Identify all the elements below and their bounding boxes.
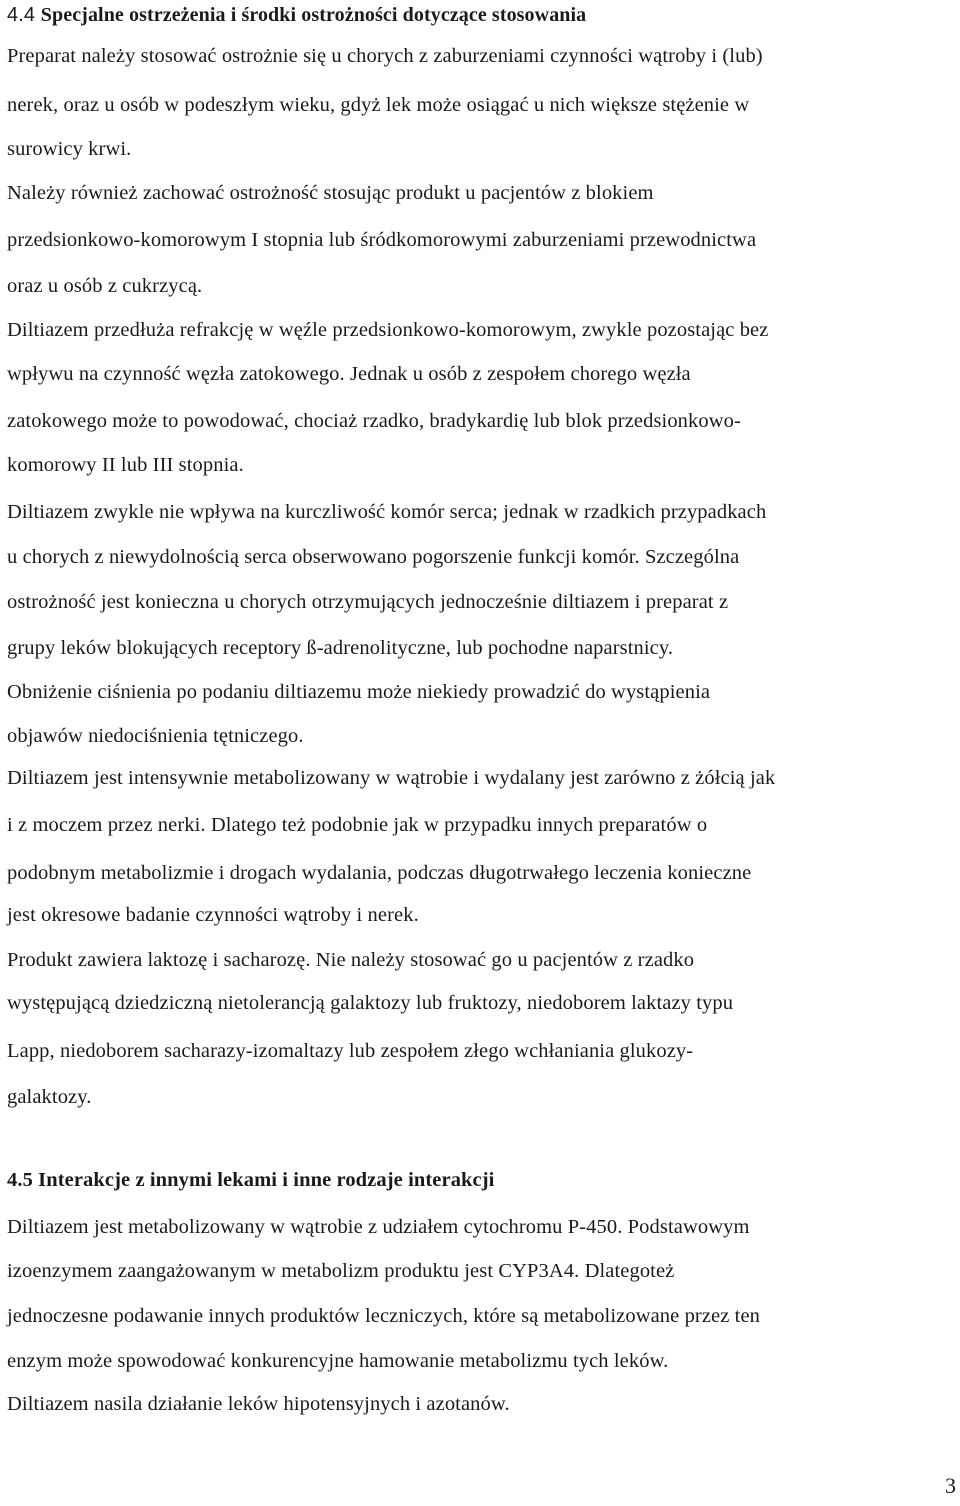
section-4-5-line: jednoczesne podawanie innych produktów leczniczych, które są metabolizowane przez ten <box>7 1305 761 1327</box>
section-4-4-title: Specjalne ostrzeżenia i środki ostrożności dotyczące stosowania <box>40 4 587 26</box>
section-4-4-line: objawów niedociśnienia tętniczego. <box>7 725 304 747</box>
section-4-4-line: Lapp, niedoborem sacharazy-izomaltazy lub zespołem złego wchłaniania glukozy- <box>7 1040 694 1062</box>
section-4-4-line: Produkt zawiera laktozę i sacharozę. Nie należy stosować go u pacjentów z rzadko <box>7 949 695 971</box>
section-4-4-line: występującą dziedziczną nietolerancją galaktozy lub fruktozy, niedoborem laktazy typu <box>7 992 734 1014</box>
section-4-4-line: Obniżenie ciśnienia po podaniu diltiazemu może niekiedy prowadzić do wystąpienia <box>7 681 711 703</box>
section-4-4-line: Diltiazem przedłuża refrakcję w węźle przedsionkowo-komorowym, zwykle pozostając bez <box>7 319 769 341</box>
section-4-5-line: Diltiazem nasila działanie leków hipotensyjnych i azotanów. <box>7 1393 510 1415</box>
section-4-4-line: oraz u osób z cukrzycą. <box>7 275 203 297</box>
section-4-4-line: przedsionkowo-komorowym I stopnia lub śródkomorowymi zaburzeniami przewodnictwa <box>7 229 757 251</box>
section-4-4-line: podobnym metabolizmie i drogach wydalania, podczas długotrwałego leczenia konieczne <box>7 862 752 884</box>
section-4-4-line: Preparat należy stosować ostrożnie się u chorych z zaburzeniami czynności wątroby i (lub) <box>7 45 763 67</box>
section-4-4-line: i z moczem przez nerki. Dlatego też podobnie jak w przypadku innych preparatów o <box>7 814 708 836</box>
section-4-4-line: grupy leków blokujących receptory ß-adrenolityczne, lub pochodne naparstnicy. <box>7 637 674 659</box>
section-4-4-line: zatokowego może to powodować, chociaż rzadko, bradykardię lub blok przedsionkowo- <box>7 410 741 432</box>
section-4-5-line: izoenzymem zaangażowanym w metabolizm produktu jest CYP3A4. Dlategoteż <box>7 1260 675 1282</box>
section-4-4-line: ostrożność jest konieczna u chorych otrzymujących jednocześnie diltiazem i preparat z <box>7 591 729 613</box>
section-4-4-number: 4.4 <box>7 4 36 26</box>
section-4-4-line: jest okresowe badanie czynności wątroby i nerek. <box>7 904 419 926</box>
section-4-4-line: wpływu na czynność węzła zatokowego. Jednak u osób z zespołem chorego węzła <box>7 363 691 385</box>
section-4-4-line: galaktozy. <box>7 1086 92 1108</box>
section-4-4-heading <box>7 3 586 27</box>
section-4-4-line: Diltiazem jest intensywnie metabolizowany w wątrobie i wydalany jest zarówno z żółcią jak <box>7 767 776 789</box>
section-4-5-line: Diltiazem jest metabolizowany w wątrobie z udziałem cytochromu P-450. Podstawowym <box>7 1216 750 1238</box>
section-4-5-line: enzym może spowodować konkurencyjne hamowanie metabolizmu tych leków. <box>7 1350 669 1372</box>
section-4-5-heading: 4.5 Interakcje z innymi lekami i inne rodzaje interakcji <box>7 1169 495 1191</box>
section-4-4-line: Diltiazem zwykle nie wpływa na kurczliwość komór serca; jednak w rzadkich przypadkach <box>7 501 767 523</box>
section-4-4-line: u chorych z niewydolnością serca obserwowano pogorszenie funkcji komór. Szczególna <box>7 546 740 568</box>
page-number: 3 <box>945 1473 956 1498</box>
section-4-4-line: komorowy II lub III stopnia. <box>7 454 244 476</box>
section-4-4-line: nerek, oraz u osób w podeszłym wieku, gdyż lek może osiągać u nich większe stężenie w <box>7 94 750 116</box>
section-4-4-line: surowicy krwi. <box>7 138 132 160</box>
section-4-4-line: Należy również zachować ostrożność stosując produkt u pacjentów z blokiem <box>7 182 654 204</box>
